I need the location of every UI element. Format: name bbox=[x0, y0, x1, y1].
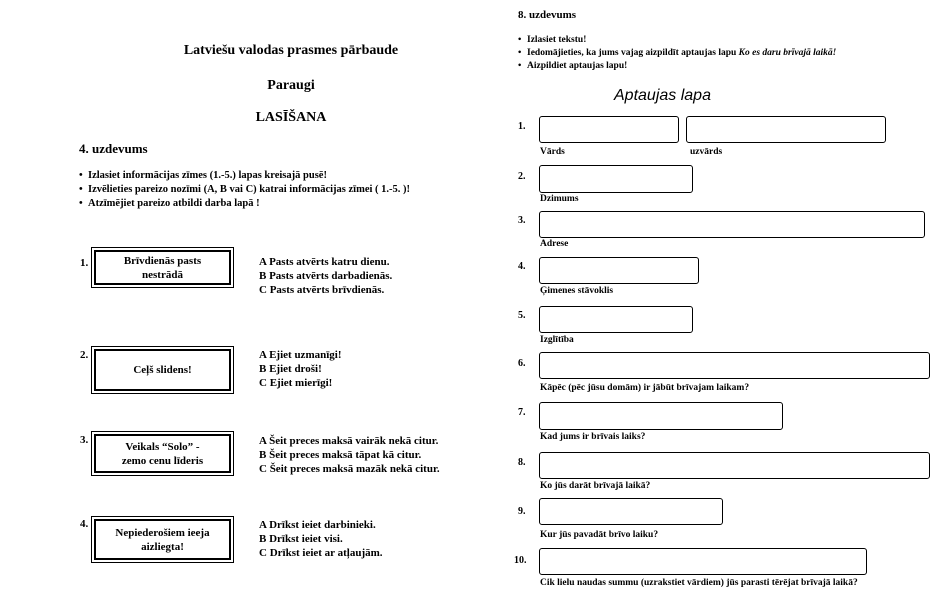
option-b: B Ejiet droši! bbox=[259, 363, 322, 375]
sign-text: Veikals “Solo” - bbox=[125, 440, 200, 453]
option-b: B Šeit preces maksā tāpat kā citur. bbox=[259, 449, 422, 461]
instruction-text: Izlasiet tekstu! bbox=[527, 35, 587, 45]
option-a: A Šeit preces maksā vairāk nekā citur. bbox=[259, 435, 439, 447]
info-sign bbox=[91, 431, 234, 476]
page-subtitle: Paraugi bbox=[267, 78, 315, 93]
money-spent-input[interactable] bbox=[539, 548, 867, 575]
why-free-time-label: Kāpēc (pēc jūsu domām) ir jābūt brīvajam laikam? bbox=[540, 383, 750, 393]
first-name-label: Vārds bbox=[540, 147, 565, 157]
bullet-icon: • bbox=[79, 170, 83, 181]
answer-options bbox=[259, 434, 440, 476]
instruction-item bbox=[79, 183, 499, 197]
form-title: Aptaujas lapa bbox=[614, 87, 711, 104]
field-number: 7. bbox=[518, 407, 526, 418]
sign-text: Brīvdienās pasts bbox=[123, 254, 202, 267]
bullet-icon: • bbox=[518, 35, 522, 45]
bullet-icon: • bbox=[79, 198, 83, 209]
instruction-italic-text: Ko es daru brīvajā laikā! bbox=[738, 48, 837, 58]
marital-status-input[interactable] bbox=[539, 257, 699, 284]
option-b: B Drīkst ieiet visi. bbox=[259, 533, 343, 545]
answer-options bbox=[259, 255, 392, 297]
item-number: 4. bbox=[80, 518, 89, 530]
address-label: Adrese bbox=[540, 239, 569, 249]
activities-label: Ko jūs darāt brīvajā laikā? bbox=[540, 481, 651, 491]
option-c: C Pasts atvērts brīvdienās. bbox=[259, 284, 385, 296]
instruction-item bbox=[79, 197, 499, 211]
first-name-input[interactable] bbox=[539, 116, 679, 143]
option-b: B Pasts atvērts darbadienās. bbox=[259, 270, 393, 282]
bullet-icon: • bbox=[518, 61, 522, 71]
field-number: 2. bbox=[518, 171, 526, 182]
when-free-time-input[interactable] bbox=[539, 402, 783, 430]
field-number: 3. bbox=[518, 215, 526, 226]
last-name-label: uzvārds bbox=[690, 147, 723, 157]
gender-input[interactable] bbox=[539, 165, 693, 193]
answer-options bbox=[259, 518, 383, 560]
option-c: C Šeit preces maksā mazāk nekā citur. bbox=[259, 463, 440, 475]
info-sign bbox=[91, 247, 234, 288]
why-free-time-input[interactable] bbox=[539, 352, 930, 379]
field-number: 6. bbox=[518, 358, 526, 369]
option-c: C Ejiet mierīgi! bbox=[259, 377, 333, 389]
option-a: A Ejiet uzmanīgi! bbox=[259, 349, 342, 361]
field-number: 4. bbox=[518, 261, 526, 272]
when-free-time-label: Kad jums ir brīvais laiks? bbox=[540, 432, 646, 442]
instruction-text: Atzīmējiet pareizo atbildi darba lapā ! bbox=[88, 198, 260, 209]
task-heading-4: 4. uzdevums bbox=[79, 141, 148, 156]
sign-text: Nepiederošiem ieeja bbox=[115, 526, 210, 539]
sign-text: zemo cenu līderis bbox=[121, 454, 204, 467]
instruction-text: Izlasiet informācijas zīmes (1.-5.) lapas kreisajā pusē! bbox=[88, 170, 327, 181]
last-name-input[interactable] bbox=[686, 116, 886, 143]
sign-text: aizliegta! bbox=[141, 540, 184, 553]
gender-label: Dzimums bbox=[540, 194, 579, 204]
field-number: 8. bbox=[518, 457, 526, 468]
sign-text: Ceļš slidens! bbox=[133, 364, 192, 376]
field-number: 5. bbox=[518, 310, 526, 321]
instruction-item bbox=[79, 169, 499, 183]
where-free-time-label: Kur jūs pavadāt brīvo laiku? bbox=[540, 530, 659, 540]
option-a: A Drīkst ieiet darbinieki. bbox=[259, 519, 376, 531]
where-free-time-input[interactable] bbox=[539, 498, 723, 525]
bullet-icon: • bbox=[518, 48, 522, 58]
bullet-icon: • bbox=[79, 184, 83, 195]
marital-status-label: Ģimenes stāvoklis bbox=[540, 286, 614, 296]
field-number: 1. bbox=[518, 121, 526, 132]
field-number: 9. bbox=[518, 506, 526, 517]
instruction-text: Aizpildiet aptaujas lapu! bbox=[527, 61, 628, 71]
instruction-text: Iedomājieties, ka jums vajag aizpildīt aptaujas lapu bbox=[527, 48, 739, 58]
option-c: C Drīkst ieiet ar atļaujām. bbox=[259, 547, 383, 559]
task-heading-8: 8. uzdevums bbox=[518, 9, 577, 21]
activities-input[interactable] bbox=[539, 452, 930, 479]
section-heading: LASĪŠANA bbox=[255, 110, 327, 125]
page-title: Latviešu valodas prasmes pārbaude bbox=[183, 43, 399, 58]
instruction-text: Izvēlieties pareizo nozīmi (A, B vai C) katrai informācijas zīmei ( 1.-5. )! bbox=[88, 184, 411, 195]
instructions-list bbox=[518, 34, 928, 73]
instruction-item bbox=[518, 47, 928, 60]
education-input[interactable] bbox=[539, 306, 693, 333]
address-input[interactable] bbox=[539, 211, 925, 238]
item-number: 3. bbox=[80, 434, 89, 446]
instructions-list bbox=[79, 169, 499, 211]
sign-text: nestrādā bbox=[142, 268, 183, 281]
option-a: A Pasts atvērts katru dienu. bbox=[259, 256, 390, 268]
instruction-item bbox=[518, 34, 928, 47]
info-sign bbox=[91, 346, 234, 394]
item-number: 2. bbox=[80, 349, 89, 361]
field-number: 10. bbox=[514, 555, 527, 566]
item-number: 1. bbox=[80, 257, 89, 269]
education-label: Izglītība bbox=[540, 335, 574, 345]
money-spent-label: Cik lielu naudas summu (uzrakstiet vārdiem) jūs parasti tērējat brīvajā laikā? bbox=[540, 578, 858, 588]
info-sign bbox=[91, 516, 234, 563]
instruction-item bbox=[518, 60, 928, 73]
answer-options bbox=[259, 348, 342, 390]
